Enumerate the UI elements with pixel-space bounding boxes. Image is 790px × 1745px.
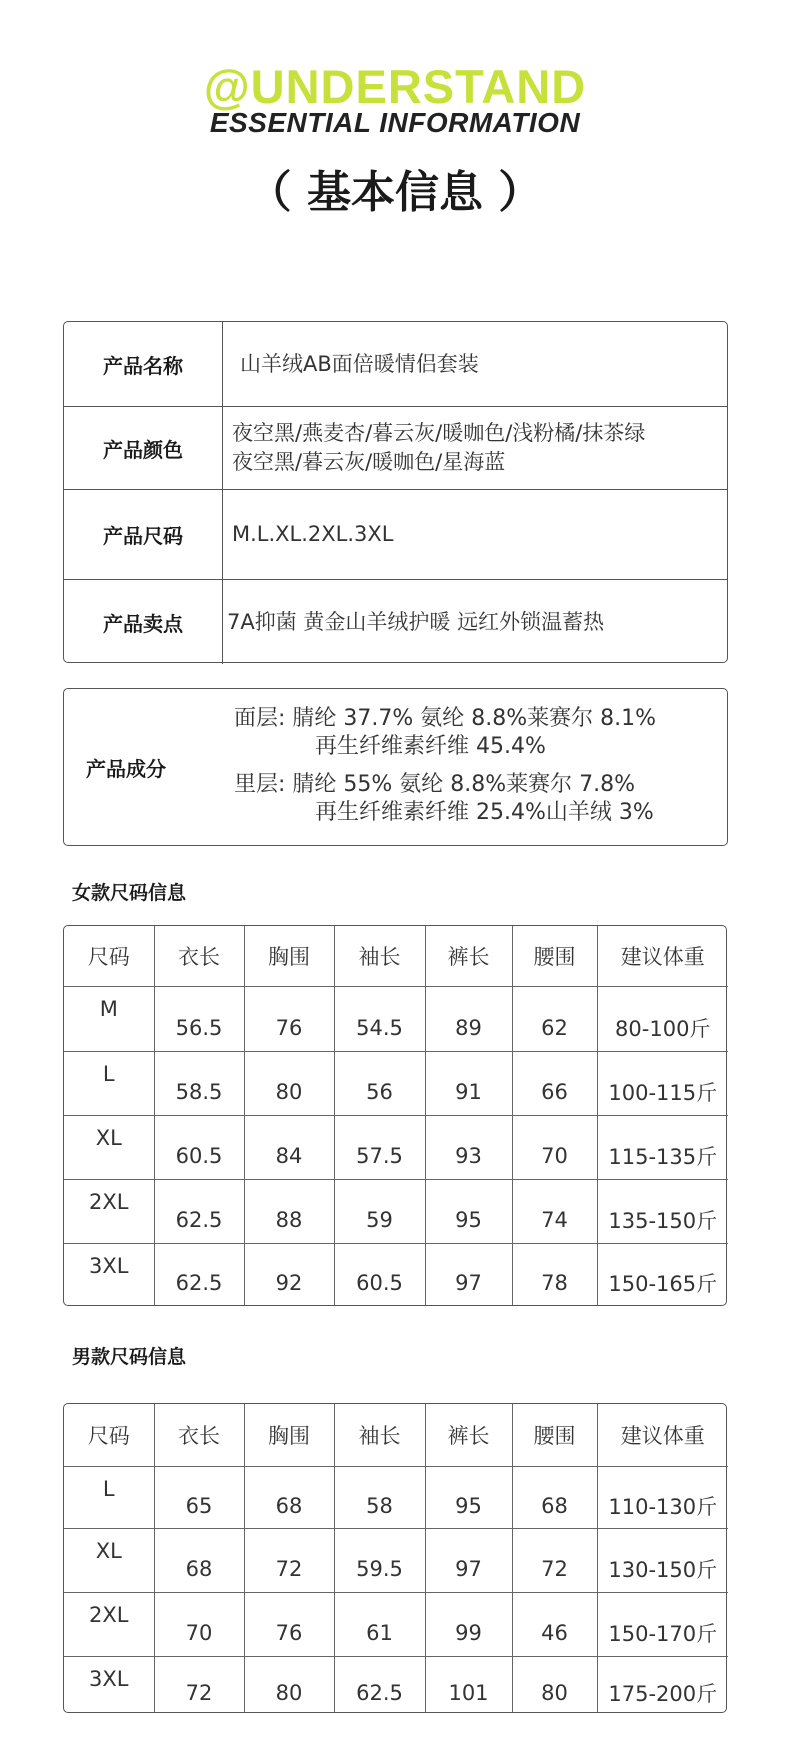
table-cell: 58: [334, 1466, 425, 1528]
women-header-row: [64, 926, 728, 986]
col-header: 裤长: [425, 926, 512, 986]
composition-box: [63, 688, 728, 846]
table-row: [64, 1592, 728, 1656]
table-cell: 70: [512, 1115, 597, 1179]
table-cell: 80: [512, 1656, 597, 1712]
table-row: [64, 1466, 728, 1528]
men-size-grid: [64, 1404, 728, 1712]
col-header: 建议体重: [597, 926, 728, 986]
table-cell: 95: [425, 1466, 512, 1528]
table-cell: L: [64, 1466, 154, 1528]
table-cell: 80-100斤: [597, 986, 728, 1051]
col-header: 腰围: [512, 926, 597, 986]
color-line-1: 夜空黑/燕麦杏/暮云灰/暖咖色/浅粉橘/抹茶绿: [232, 421, 646, 445]
table-row: [64, 1656, 728, 1712]
col-header: 衣长: [154, 926, 244, 986]
info-row-name: [64, 322, 727, 407]
table-cell: 99: [425, 1592, 512, 1656]
col-header: 裤长: [425, 1404, 512, 1466]
table-cell: 100-115斤: [597, 1051, 728, 1115]
table-cell: 2XL: [64, 1592, 154, 1656]
men-size-table: [63, 1403, 727, 1713]
table-cell: 150-170斤: [597, 1592, 728, 1656]
table-row: [64, 986, 728, 1051]
selling-label: 产品卖点: [64, 580, 223, 664]
color-value: [232, 407, 719, 489]
table-cell: 62.5: [154, 1179, 244, 1243]
size-value-text: M.L.XL.2XL.3XL: [232, 522, 394, 546]
inner-layer-line-1: 里层: 腈纶 55% 氨纶 8.8%莱赛尔 7.8%: [234, 772, 636, 797]
table-cell: 74: [512, 1179, 597, 1243]
table-row: [64, 1115, 728, 1179]
outer-layer-line-1: 面层: 腈纶 37.7% 氨纶 8.8%莱赛尔 8.1%: [234, 706, 657, 731]
col-header: 袖长: [334, 1404, 425, 1466]
col-header: 胸围: [244, 1404, 334, 1466]
col-header: 建议体重: [597, 1404, 728, 1466]
table-cell: 78: [512, 1243, 597, 1305]
table-row: [64, 1243, 728, 1305]
table-cell: 62.5: [154, 1243, 244, 1305]
table-cell: 89: [425, 986, 512, 1051]
men-header-row: [64, 1404, 728, 1466]
table-cell: 57.5: [334, 1115, 425, 1179]
inner-layer-line-2: 再生纤维素纤维 25.4%山羊绒 3%: [315, 800, 654, 825]
table-row: [64, 1179, 728, 1243]
table-cell: 59.5: [334, 1528, 425, 1592]
brand-subtitle: ESSENTIAL INFORMATION: [209, 107, 581, 138]
color-line-2: 夜空黑/暮云灰/暖咖色/星海蓝: [232, 450, 506, 474]
table-cell: 110-130斤: [597, 1466, 728, 1528]
table-cell: XL: [64, 1528, 154, 1592]
table-cell: 97: [425, 1528, 512, 1592]
table-cell: 62.5: [334, 1656, 425, 1712]
table-cell: 2XL: [64, 1179, 154, 1243]
table-cell: 66: [512, 1051, 597, 1115]
table-cell: 88: [244, 1179, 334, 1243]
selling-value-text: 7A抑菌 黄金山羊绒护暖 远红外锁温蓄热: [227, 609, 605, 634]
table-cell: 95: [425, 1179, 512, 1243]
table-cell: 61: [334, 1592, 425, 1656]
table-cell: 150-165斤: [608, 1272, 718, 1297]
table-cell: 92: [244, 1243, 334, 1305]
size-label: 产品尺码: [64, 490, 223, 579]
table-cell: 80: [244, 1656, 334, 1712]
table-cell: 80: [244, 1051, 334, 1115]
women-size-grid: [64, 926, 728, 1305]
table-cell: 60.5: [154, 1115, 244, 1179]
table-cell: 68: [244, 1466, 334, 1528]
table-cell: 72: [244, 1528, 334, 1592]
color-label: 产品颜色: [64, 407, 223, 489]
table-cell: 91: [425, 1051, 512, 1115]
product-info-table: [63, 321, 728, 663]
composition-label: 产品成分: [86, 756, 166, 781]
section-title: （ 基本信息 ）: [247, 167, 543, 218]
table-cell: 58.5: [154, 1051, 244, 1115]
name-label: 产品名称: [64, 322, 223, 406]
women-size-title: 女款尺码信息: [72, 882, 187, 904]
table-cell: M: [64, 986, 154, 1051]
col-header: 胸围: [244, 926, 334, 986]
table-cell: 3XL: [64, 1656, 154, 1712]
table-cell: 65: [154, 1466, 244, 1528]
table-cell: 56.5: [154, 986, 244, 1051]
table-cell: 3XL: [64, 1243, 154, 1305]
table-cell: 72: [154, 1656, 244, 1712]
table-cell: 97: [425, 1243, 512, 1305]
table-cell: 46: [512, 1592, 597, 1656]
info-row-size: [64, 490, 727, 580]
table-cell: 72: [512, 1528, 597, 1592]
table-cell: 56: [334, 1051, 425, 1115]
table-cell: 76: [244, 986, 334, 1051]
table-cell: 130-150斤: [597, 1528, 728, 1592]
table-cell: 70: [154, 1592, 244, 1656]
info-row-color: [64, 407, 727, 490]
table-cell: 93: [425, 1115, 512, 1179]
col-header: 尺码: [64, 1404, 154, 1466]
table-row: [64, 1528, 728, 1592]
col-header: 腰围: [512, 1404, 597, 1466]
table-row: [64, 1051, 728, 1115]
col-header: 袖长: [334, 926, 425, 986]
name-value: [240, 322, 719, 406]
col-header: 尺码: [64, 926, 154, 986]
table-cell: 84: [244, 1115, 334, 1179]
table-cell: XL: [64, 1115, 154, 1179]
table-cell: 68: [154, 1528, 244, 1592]
selling-value: [227, 580, 719, 664]
table-cell: 101: [425, 1656, 512, 1712]
table-cell: 175-200斤: [608, 1682, 718, 1707]
name-value-text: 山羊绒AB面倍暖情侣套装: [240, 351, 479, 376]
men-size-title: 男款尺码信息: [72, 1346, 187, 1368]
info-row-selling: [64, 580, 727, 664]
table-cell: 62: [512, 986, 597, 1051]
table-cell: 59: [334, 1179, 425, 1243]
women-size-table: [63, 925, 727, 1306]
table-cell: 54.5: [334, 986, 425, 1051]
table-cell: L: [64, 1051, 154, 1115]
table-cell: 135-150斤: [597, 1179, 728, 1243]
outer-layer-line-2: 再生纤维素纤维 45.4%: [315, 734, 546, 759]
col-header: 衣长: [154, 1404, 244, 1466]
size-value: [232, 490, 719, 579]
table-cell: 60.5: [334, 1243, 425, 1305]
table-cell: 68: [512, 1466, 597, 1528]
table-cell: 115-135斤: [597, 1115, 728, 1179]
brand-heading: @UNDERSTAND: [203, 60, 587, 113]
table-cell: 76: [244, 1592, 334, 1656]
